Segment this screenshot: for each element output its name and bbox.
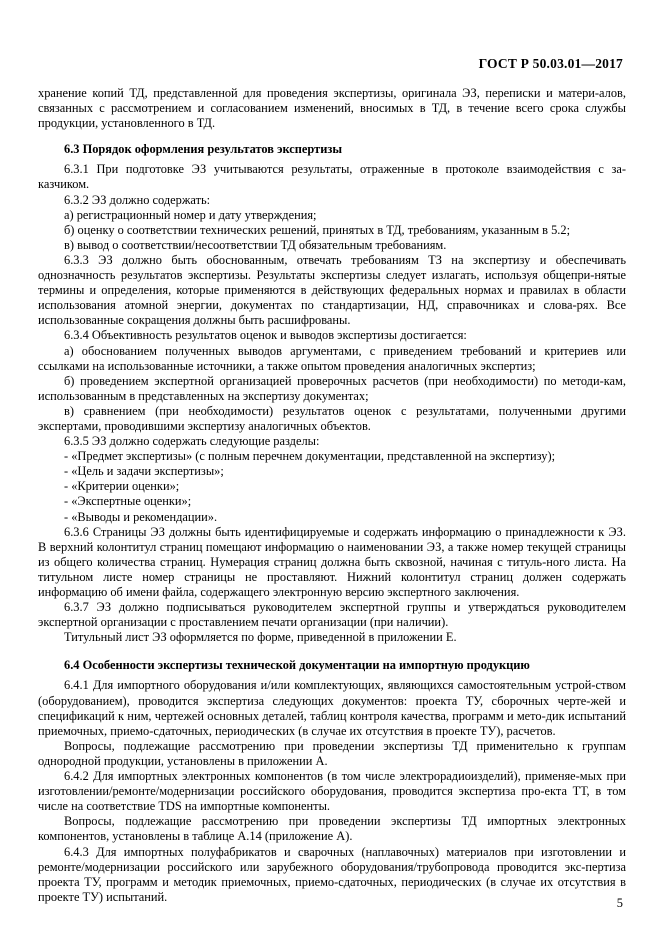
paragraph: 6.3.2 ЭЗ должно содержать: — [64, 192, 211, 207]
paragraph: 6.3.4 Объективность результатов оценок и выводов экспертизы достигается: — [64, 328, 467, 343]
paragraph: 6.3.3 ЭЗ должно быть обоснованным, отвечать требованиям ТЗ на экспертизу и обеспечивать однозначность результатов экспертизы. Результаты экспертизы следует излагать, используя общепри-нятые термины и определения, которые применяются в действующих федеральных нормах и правилах в области использования атомной энергии, документах по стандартизации, НД, справочниках и слова-рях. Все использованные сокращения должны быть расшифрованы. — [38, 252, 626, 328]
list-item: - «Критерии оценки»; — [64, 479, 180, 494]
section-heading-6-3: 6.3 Порядок оформления результатов экспертизы — [64, 142, 343, 157]
paragraph: 6.4.3 Для импортных полуфабрикатов и сварочных (наплавочных) материалов при изготовлении и ремонте/модернизации российского или зарубежного оборудования/трубопровода проводится экс-пертиза проекта ТУ, программ и методик приемочных, приемо-сдаточных, периодических (в случае их отсутствия в проекте ТУ) испытаний. — [38, 844, 626, 904]
page-number: 5 — [616, 896, 623, 910]
list-item: - «Цель и задачи экспертизы»; — [64, 464, 224, 479]
paragraph: в) сравнением (при необходимости) результатов оценок с результатами, полученными другими экспертами, проводившими экспертизу аналогичных объектов. — [38, 403, 626, 433]
paragraph: в) вывод о соответствии/несоответствии ТД обязательным требованиям. — [64, 237, 447, 252]
paragraph: Титульный лист ЭЗ оформляется по форме, приведенной в приложении Е. — [64, 630, 457, 645]
paragraph: 6.4.2 Для импортных электронных компонентов (в том числе электрорадиоизделий), применяе-мых при изготовлении/ремонте/модернизации российского оборудования, проводится экспертиза про-екта ТТ, в том числе на соответствие TDS на импортные компоненты. — [38, 769, 626, 814]
list-item: - «Предмет экспертизы» (с полным перечнем документации, представленной на экспертизу); — [64, 449, 556, 464]
page-header-standard-ref: ГОСТ Р 50.03.01—2017 — [478, 56, 623, 71]
paragraph: 6.4.1 Для импортного оборудования и/или комплектующих, являющихся самостоятельным устрой-ством (оборудованием), проводится экспертиза следующих документов: проекта ТУ, сборочных черте-жей и спецификаций к ним, чертежей основных деталей, таблиц контроля качества, программ и мето-дик испытаний приемочных, приемо-сдаточных, периодических (в случае их отсутствия в проекте ТУ), расчетов. — [38, 678, 626, 738]
section-heading-6-4: 6.4 Особенности экспертизы технической документации на импортную продукцию — [64, 658, 530, 673]
paragraph: 6.3.6 Страницы ЭЗ должны быть идентифицируемые и содержать информацию о принадлежности к ЭЗ. В верхний колонтитул страниц помещают информацию о наименовании ЭЗ, а также номер текущей страницы из общего количества страниц. Нумерация страниц должна быть сквозной, начиная с титуль-ного листа. На титульном листе номер страницы не проставляют. Нижний колонтитул страниц должен содержать информацию об имени файла, содержащего электронную версию экспертного заключения. — [38, 524, 626, 599]
paragraph: 6.3.5 ЭЗ должно содержать следующие разделы: — [64, 434, 320, 449]
paragraph: Вопросы, подлежащие рассмотрению при проведении экспертизы ТД импортных электронных компонентов, установлены в таблице А.14 (приложение А). — [38, 814, 626, 844]
paragraph: 6.3.1 При подготовке ЭЗ учитываются результаты, отраженные в протоколе взаимодействия с за-казчиком. — [38, 162, 626, 192]
paragraph: б) проведением экспертной организацией проверочных расчетов (при необходимости) по методи-кам, использованным в представленных на экспертизу документах; — [38, 373, 626, 403]
document-body — [38, 86, 626, 905]
paragraph: б) оценку о соответствии технических решений, принятых в ТД, требованиям, указанным в 5.2; — [64, 222, 571, 237]
paragraph: а) регистрационный номер и дату утверждения; — [64, 207, 317, 222]
paragraph: а) обоснованием полученных выводов аргументами, с приведением требований и критериев или ссылками на использованные источники, а также опытом проведения аналогичных экспертиз; — [38, 343, 626, 373]
list-item: - «Экспертные оценки»; — [64, 494, 192, 509]
paragraph: Вопросы, подлежащие рассмотрению при проведении экспертизы ТД применительно к группам однородной продукции, установлены в приложении А. — [38, 738, 626, 768]
paragraph: 6.3.7 ЭЗ должно подписываться руководителем экспертной группы и утверждаться руководителем экспертной организации с проставлением печати организации (при наличии). — [38, 600, 626, 630]
list-item: - «Выводы и рекомендации». — [64, 509, 218, 524]
paragraph: хранение копий ТД, представленной для проведения экспертизы, оригинала ЭЗ, переписки и матери-алов, связанных с рассмотрением и согласованием изменений, вносимых в ТД, в течение всего срока службы продукции, установленного в ТД. — [38, 86, 626, 131]
